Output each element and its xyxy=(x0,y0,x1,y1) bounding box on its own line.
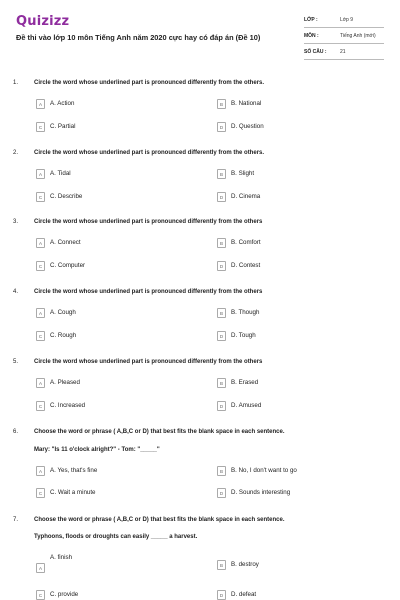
option-letter-box: A xyxy=(36,563,45,573)
meta-row-class xyxy=(304,12,384,28)
option-letter-box: D xyxy=(217,488,226,498)
document-title: Đề thi vào lớp 10 môn Tiếng Anh năm 2020 cực hay có đáp án (Đề 10) xyxy=(16,33,261,42)
option-letter-box: D xyxy=(217,401,226,411)
option-letter-box: B xyxy=(217,99,226,109)
option-text: B. National xyxy=(231,100,262,107)
option-text: D. Question xyxy=(231,123,264,130)
option-letter-box: C xyxy=(36,192,45,202)
question-text: Circle the word whose underlined part is pronounced differently from the others. xyxy=(34,150,265,156)
option-letter-box: A xyxy=(36,169,45,179)
option-text: B. No, I don't want to go xyxy=(231,467,297,474)
option-letter-box: A xyxy=(36,238,45,248)
meta-key: MÔN : xyxy=(304,33,319,39)
meta-row-subject xyxy=(304,28,384,44)
option-letter-box: D xyxy=(217,192,226,202)
option-letter-box: B xyxy=(217,308,226,318)
option-text: A. Pleased xyxy=(50,379,80,386)
option-letter-box: B xyxy=(217,560,226,570)
meta-panel xyxy=(304,12,384,60)
question-text: Circle the word whose underlined part is pronounced differently from the others xyxy=(34,219,263,225)
option-letter-box: A xyxy=(36,308,45,318)
question-number: 6. xyxy=(13,429,19,435)
option-letter-box: C xyxy=(36,122,45,132)
option-letter-box: B xyxy=(217,466,226,476)
option-letter-box: C xyxy=(36,590,45,600)
page-header xyxy=(0,0,400,66)
option-text: D. Contest xyxy=(231,262,261,269)
option-letter-box: B xyxy=(217,169,226,179)
option-letter-box: B xyxy=(217,238,226,248)
meta-value: Tiếng Anh (mới) xyxy=(340,33,376,39)
option-text: A. Yes, that's fine xyxy=(50,467,98,474)
question-text: Circle the word whose underlined part is pronounced differently from the others xyxy=(34,289,263,295)
option-text: D. Amused xyxy=(231,402,262,409)
question-prompt: Mary: "Is 11 o'clock alright?" - Tom: "_____" xyxy=(34,447,160,453)
option-text: B. Though xyxy=(231,309,260,316)
meta-row-count xyxy=(304,44,384,60)
option-letter-box: C xyxy=(36,488,45,498)
question-number: 1. xyxy=(13,80,19,86)
question-text: Choose the word or phrase ( A,B,C or D) that best fits the blank space in each sentence. xyxy=(34,517,285,523)
option-text: A. Connect xyxy=(50,239,81,246)
option-text: D. Sounds interesting xyxy=(231,489,291,496)
option-text: B. Erased xyxy=(231,379,259,386)
question-text: Circle the word whose underlined part is pronounced differently from the others. xyxy=(34,80,265,86)
option-text: C. Wait a minute xyxy=(50,489,96,496)
option-letter-box: C xyxy=(36,401,45,411)
option-text: C. Describe xyxy=(50,193,83,200)
option-letter-box: D xyxy=(217,261,226,271)
question-text: Circle the word whose underlined part is pronounced differently from the others xyxy=(34,359,263,365)
option-letter-box: D xyxy=(217,122,226,132)
meta-key: SỐ CÂU : xyxy=(304,49,327,55)
meta-value: 21 xyxy=(340,49,346,55)
option-text: C. provide xyxy=(50,591,79,598)
option-text: C. Increased xyxy=(50,402,86,409)
option-letter-box: C xyxy=(36,261,45,271)
option-text: B. destroy xyxy=(231,561,259,568)
option-letter-box: A xyxy=(36,378,45,388)
option-text: D. Cinema xyxy=(231,193,261,200)
meta-value: Lớp 9 xyxy=(340,17,354,23)
option-text: D. defeat xyxy=(231,591,257,598)
question-prompt: Typhoons, floods or droughts can easily _____ a harvest. xyxy=(34,534,198,540)
meta-key: LỚP : xyxy=(304,17,318,23)
question-number: 3. xyxy=(13,219,19,225)
option-letter-box: A xyxy=(36,466,45,476)
question-number: 7. xyxy=(13,517,19,523)
option-text: C. Rough xyxy=(50,332,77,339)
option-letter-box: D xyxy=(217,590,226,600)
question-number: 2. xyxy=(13,150,19,156)
option-letter-box: C xyxy=(36,331,45,341)
option-text: C. Computer xyxy=(50,262,86,269)
option-text: B. Slight xyxy=(231,170,255,177)
option-text: D. Tough xyxy=(231,332,256,339)
option-text: B. Comfort xyxy=(231,239,261,246)
option-text: A. Cough xyxy=(50,309,76,316)
option-text: A. Action xyxy=(50,100,75,107)
question-number: 4. xyxy=(13,289,19,295)
option-letter-box: A xyxy=(36,99,45,109)
option-letter-box: D xyxy=(217,331,226,341)
option-text: C. Partial xyxy=(50,123,76,130)
quizizz-logo: Quizizz xyxy=(16,14,70,29)
option-letter-box: B xyxy=(217,378,226,388)
question-number: 5. xyxy=(13,359,19,365)
question-text: Choose the word or phrase ( A,B,C or D) that best fits the blank space in each sentence. xyxy=(34,429,285,435)
option-text: A. finish xyxy=(50,554,73,561)
option-text: A. Tidal xyxy=(50,170,71,177)
